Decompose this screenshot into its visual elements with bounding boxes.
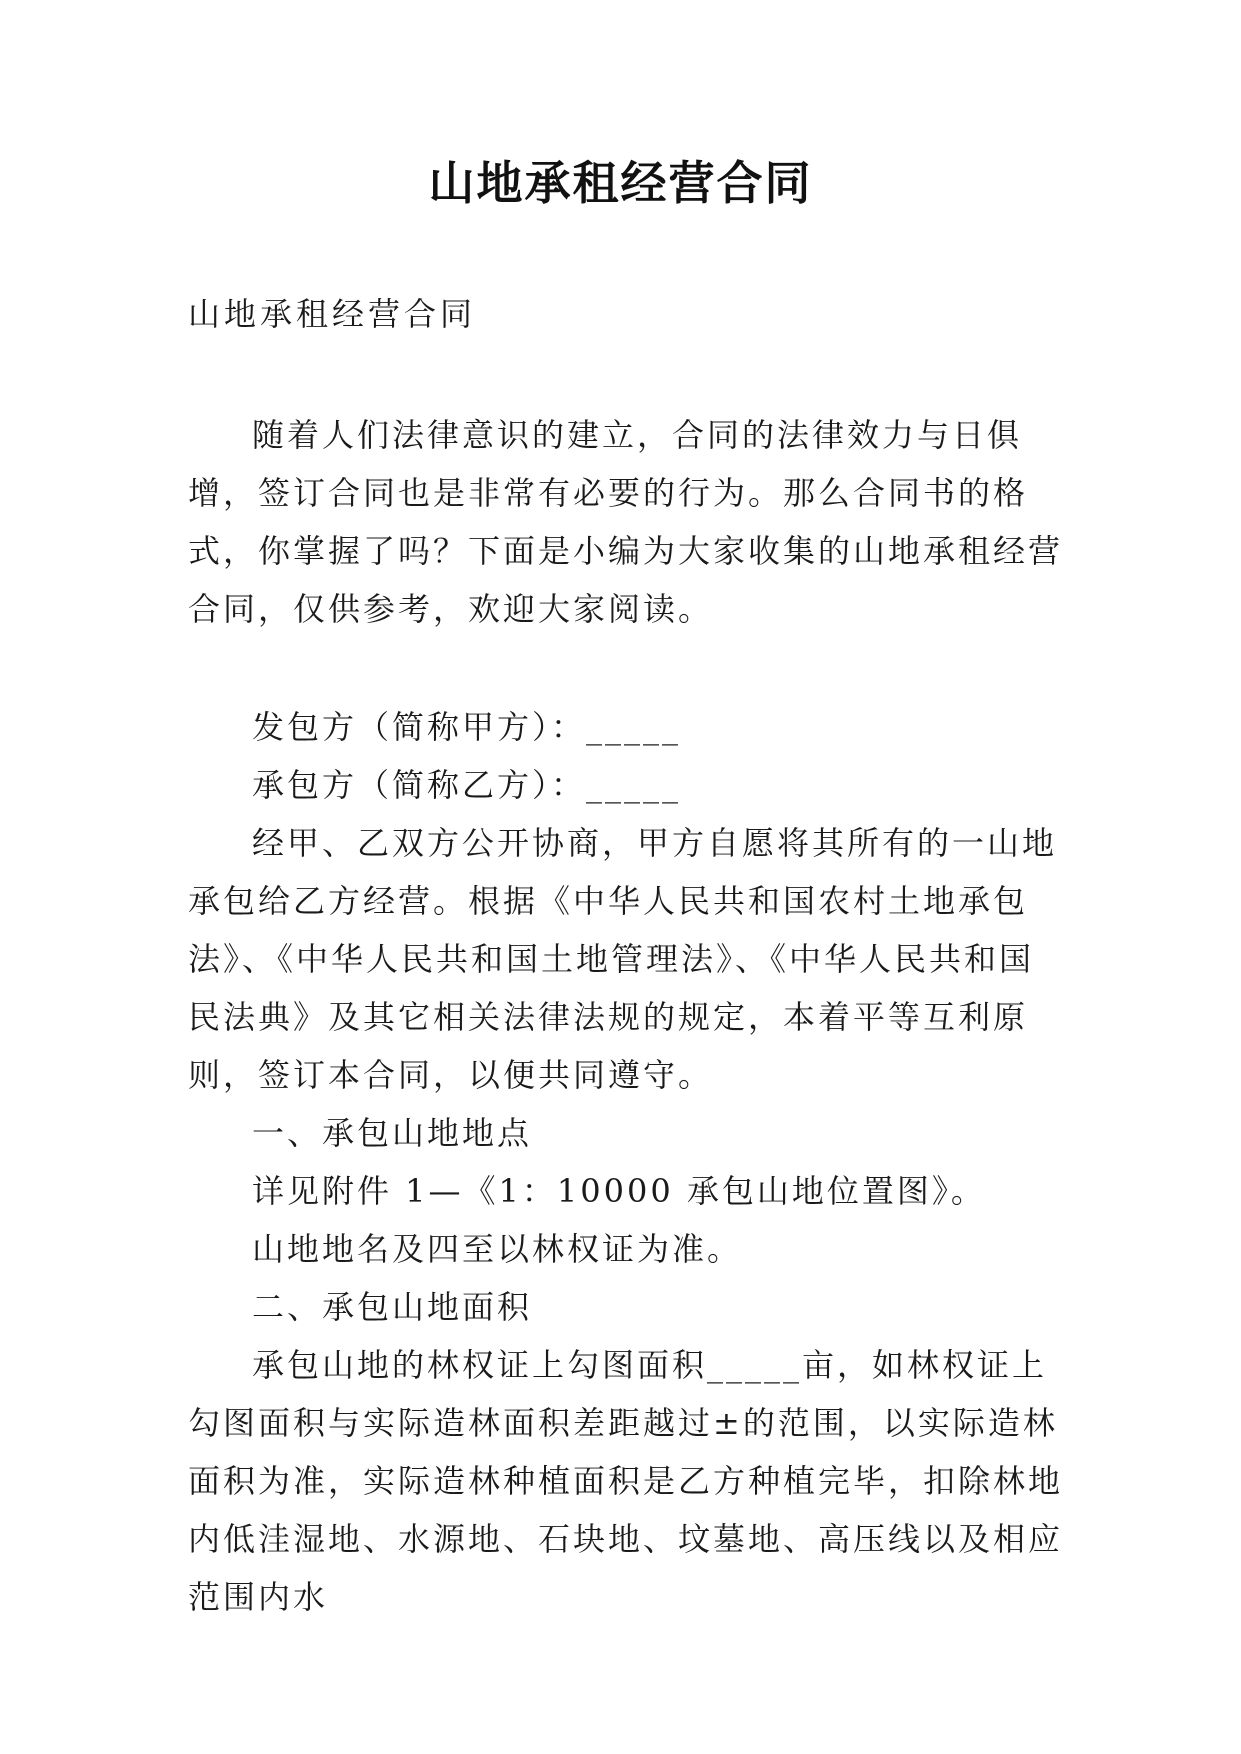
area-detail-paragraph: 承包山地的林权证上勾图面积_____亩，如林权证上勾图面积与实际造林面积差距越过±的范围，以实际造林面积为准，实际造林种植面积是乙方种植完毕，扣除林地内低洼湿地、水源地、石块地、坟墓地、高压线以及相应范围内水 (188, 1346, 1064, 1616)
intro-block (188, 406, 1068, 638)
document-title: 山地承租经营合同 (428, 156, 813, 210)
party-a-line: 发包方（简称甲方）：_____ (252, 708, 682, 746)
party-b-line: 承包方（简称乙方）：_____ (252, 766, 682, 804)
location-boundary: 山地地名及四至以林权证为准。 (252, 1230, 743, 1268)
intro-paragraph: 随着人们法律意识的建立，合同的法律效力与日俱增，签订合同也是非常有必要的行为。那么合同书的格式，你掌握了吗？下面是小编为大家收集的山地承租经营合同，仅供参考，欢迎大家阅读。 (188, 416, 1064, 628)
contract-body (188, 698, 1068, 1626)
document-subtitle: 山地承租经营合同 (188, 295, 477, 333)
preamble-paragraph: 经甲、乙双方公开协商，甲方自愿将其所有的一山地承包给乙方经营。根据《中华人民共和国农村土地承包法》、《中华人民共和国土地管理法》、《中华人民共和国民法典》及其它相关法律法规的规定，本着平等互利原则，签订本合同，以便共同遵守。 (188, 824, 1058, 1094)
section-heading-location: 一、承包山地地点 (252, 1114, 533, 1152)
section-heading-area: 二、承包山地面积 (252, 1288, 533, 1326)
location-detail: 详见附件 1—《1：10000 承包山地位置图》。 (252, 1172, 986, 1210)
